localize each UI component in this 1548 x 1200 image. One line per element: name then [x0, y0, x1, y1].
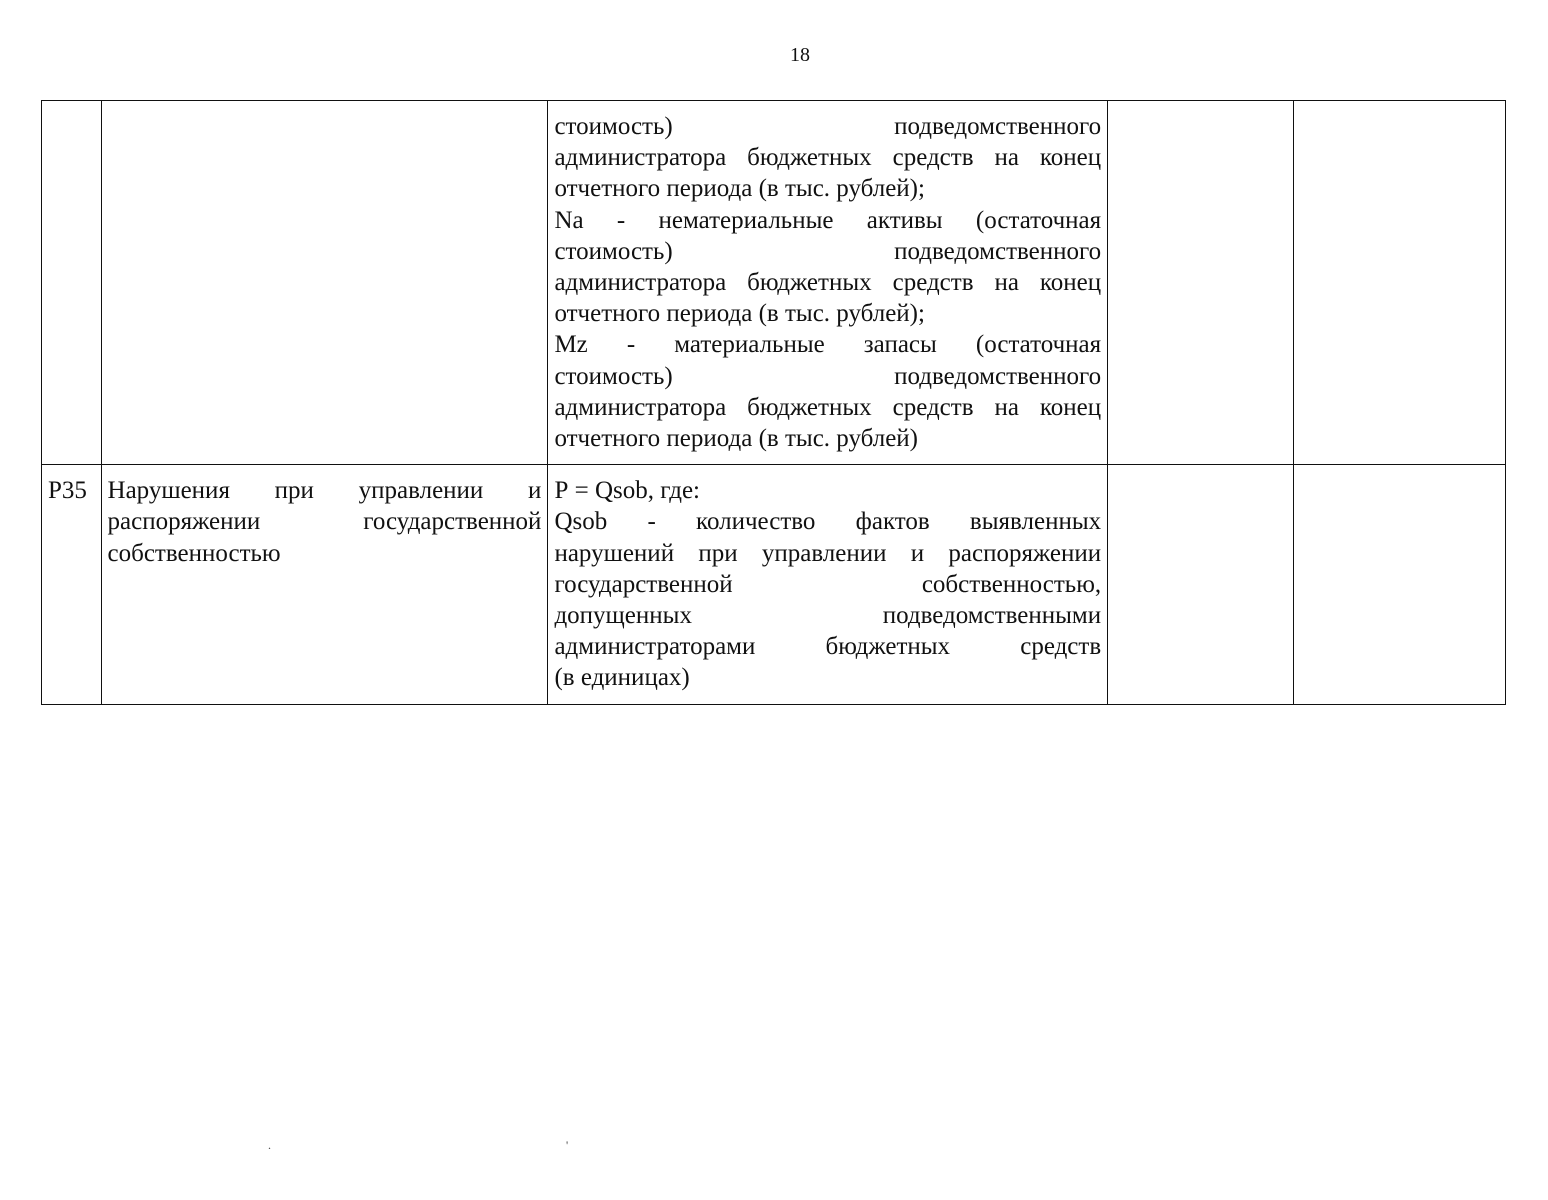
- code-cell: [42, 465, 102, 704]
- empty-cell: [1108, 101, 1294, 465]
- indicator-name: [108, 475, 542, 569]
- name-cell: [101, 101, 548, 465]
- text-line: государственной собственностью,: [554, 570, 1102, 598]
- scan-mark: ': [566, 1138, 569, 1152]
- text-line: Mz - материальные запасы (остаточная: [554, 331, 1102, 359]
- text-line: Р = Qsob, где:: [554, 477, 700, 505]
- text-line: Na - нематериальные активы (остаточная: [554, 206, 1102, 234]
- scan-mark: .: [268, 1138, 271, 1152]
- text-line: администратора бюджетных средств на конец: [554, 269, 1102, 297]
- indicator-table: [41, 100, 1506, 705]
- text-line: (в единицах): [554, 664, 690, 692]
- name-cell: [101, 465, 548, 704]
- table-row: [42, 465, 1506, 704]
- text-line: отчетного периода (в тыс. рублей);: [554, 300, 925, 328]
- text-line: администратора бюджетных средств на конец: [554, 144, 1102, 172]
- text-line: Нарушения при управлении и: [107, 477, 542, 505]
- formula-text: [554, 475, 1101, 693]
- text-line: распоряжении государственной: [107, 508, 542, 536]
- text-line: отчетного периода (в тыс. рублей): [554, 425, 918, 453]
- page-number: 18: [790, 44, 810, 66]
- text-line: стоимость) подведомственного: [554, 237, 1102, 265]
- empty-cell: [1108, 465, 1294, 704]
- text-line: допущенных подведомственными: [554, 602, 1102, 630]
- text-line: администраторами бюджетных средств: [554, 633, 1102, 661]
- text-line: Qsob - количество фактов выявленных: [554, 508, 1102, 536]
- formula-text: [554, 111, 1101, 454]
- formula-cell: [548, 101, 1108, 465]
- formula-cell: [548, 465, 1108, 704]
- indicator-code: Р35: [48, 477, 87, 505]
- text-line: администратора бюджетных средств на конец: [554, 393, 1102, 421]
- empty-cell: [1294, 101, 1506, 465]
- text-line: стоимость) подведомственного: [554, 113, 1102, 140]
- text-line: нарушений при управлении и распоряжении: [554, 539, 1102, 567]
- text-line: собственностью: [107, 539, 281, 567]
- table-row: [42, 101, 1506, 465]
- empty-cell: [1294, 465, 1506, 704]
- code-cell: [42, 101, 102, 465]
- text-line: отчетного периода (в тыс. рублей);: [554, 175, 925, 203]
- text-line: стоимость) подведомственного: [554, 362, 1102, 390]
